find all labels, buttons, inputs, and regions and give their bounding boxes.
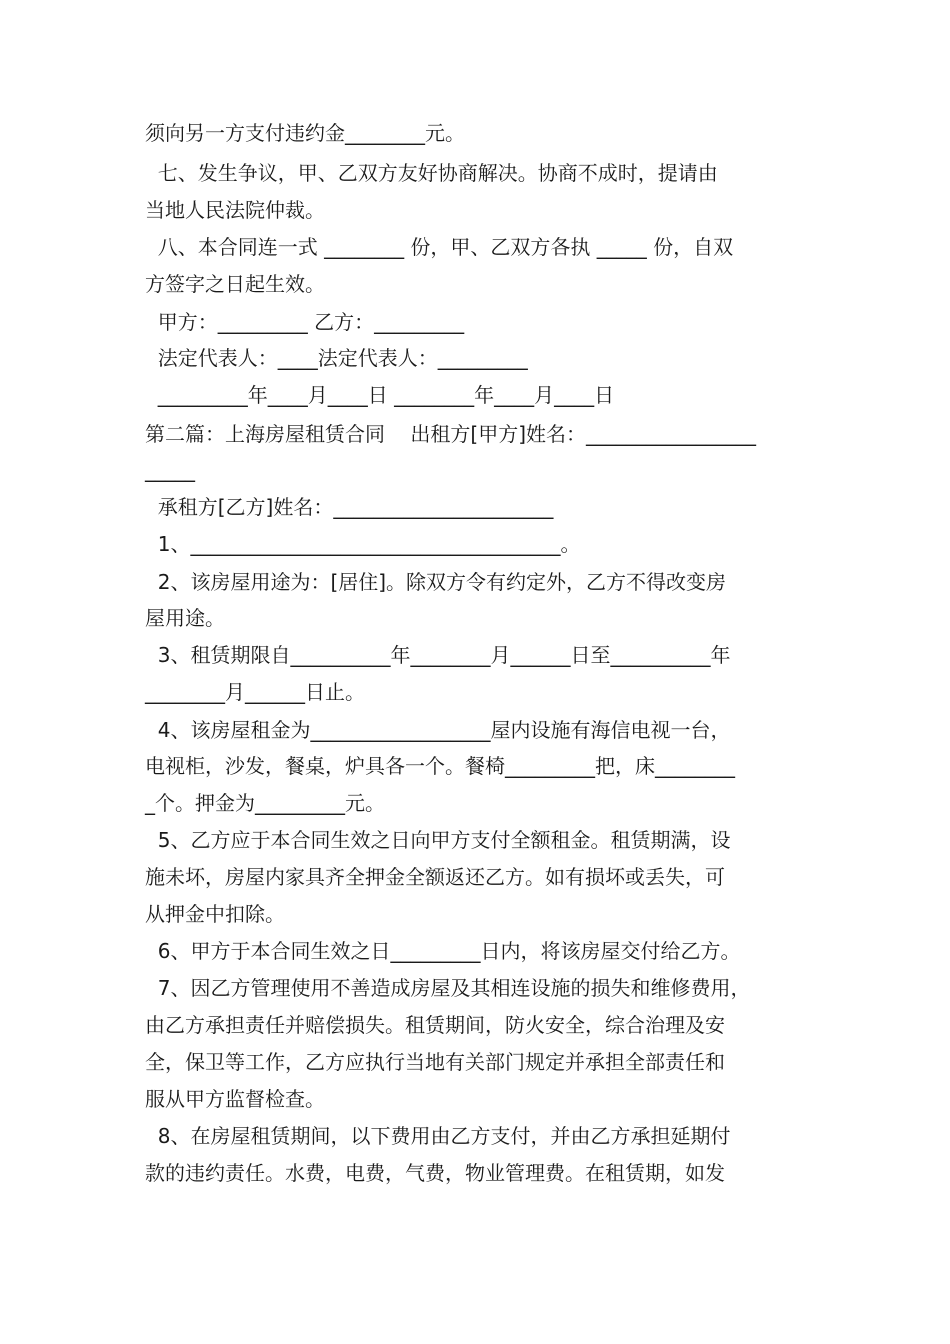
section-title-continuation: _____: [145, 458, 195, 482]
item-5-line-1: 5、乙方应于本合同生效之日向甲方支付全额租金。租赁期满，设: [145, 828, 731, 852]
clause-7-line-1: 七、发生争议，甲、乙双方友好协商解决。协商不成时，提请由: [145, 161, 718, 185]
item-6-line: 6、甲方于本合同生效之日_________日内，将该房屋交付给乙方。: [145, 939, 741, 963]
tenant-name-line: 承租方[乙方]姓名：______________________: [145, 495, 554, 519]
clause-8-line-1: 八、本合同连一式 ________ 份，甲、乙双方各执 _____ 份，自双: [145, 235, 734, 259]
item-7-line-3: 全，保卫等工作，乙方应执行当地有关部门规定并承担全部责任和: [145, 1050, 725, 1074]
item-8-line-2: 款的违约责任。水费，电费，气费，物业管理费。在租赁期，如发: [145, 1161, 725, 1185]
clause-7-line-2: 当地人民法院仲裁。: [145, 198, 325, 222]
item-5-line-2: 施未坏，房屋内家具齐全押金全额返还乙方。如有损坏或丢失，可: [145, 865, 725, 889]
item-7-line-4: 服从甲方监督检查。: [145, 1087, 325, 1111]
item-3-line-1: 3、租赁期限自__________年________月______日至__________年: [145, 643, 731, 667]
date-line: _________年____月____日 ________年____月____日: [145, 383, 615, 407]
legal-rep-line: 法定代表人：____法定代表人：_________: [145, 346, 528, 370]
section-title-line: 第二篇：上海房屋租赁合同 出租方[甲方]姓名：_________________: [145, 422, 757, 446]
item-7-line-2: 由乙方承担责任并赔偿损失。租赁期间，防火安全，综合治理及安: [145, 1013, 725, 1037]
party-signature-line: 甲方：_________ 乙方：_________: [145, 310, 465, 334]
item-7-line-1: 7、因乙方管理使用不善造成房屋及其相连设施的损失和维修费用，: [145, 976, 751, 1000]
item-2-line-1: 2、该房屋用途为：[居住]。除双方令有约定外，乙方不得改变房: [145, 570, 727, 594]
item-3-line-2: ________月______日止。: [145, 680, 365, 704]
item-4-line-3: _个。押金为_________元。: [145, 791, 385, 815]
text-line-1: 须向另一方支付违约金________元。: [145, 121, 465, 145]
item-5-line-3: 从押金中扣除。: [145, 902, 285, 926]
item-4-line-2: 电视柜，沙发，餐桌，炉具各一个。餐椅_________把，床________: [145, 754, 735, 778]
item-8-line-1: 8、在房屋租赁期间，以下费用由乙方支付，并由乙方承担延期付: [145, 1124, 731, 1148]
clause-8-line-2: 方签字之日起生效。: [145, 272, 325, 296]
item-2-line-2: 屋用途。: [145, 606, 225, 630]
item-1-line: 1、_____________________________________。: [145, 532, 581, 556]
item-4-line-1: 4、该房屋租金为__________________屋内设施有海信电视一台，: [145, 718, 731, 742]
